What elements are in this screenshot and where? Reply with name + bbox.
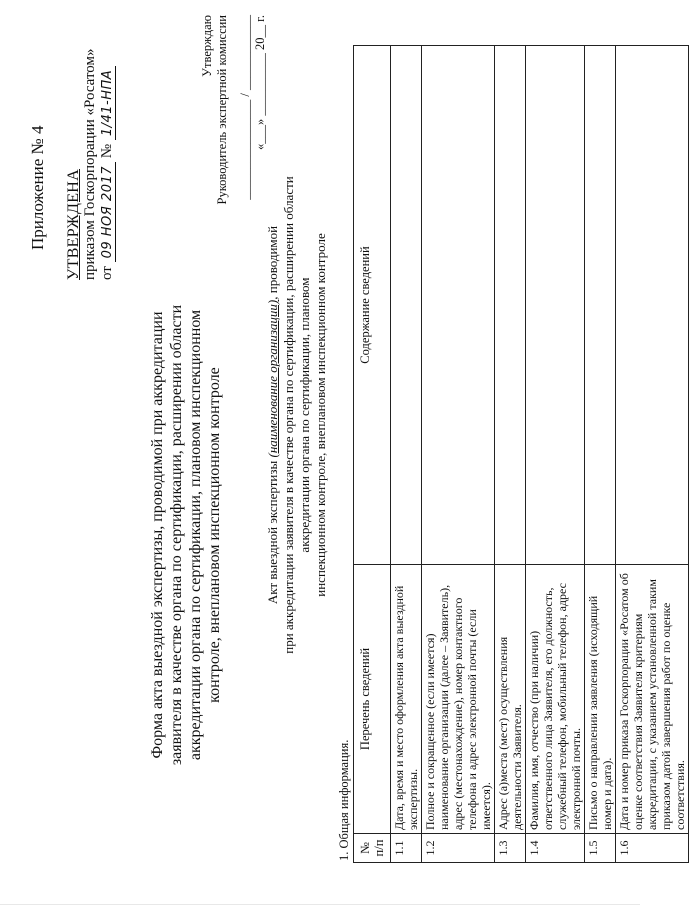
row-num: 1.1 [391, 834, 422, 863]
row-num: 1.6 [616, 834, 689, 863]
table-row [422, 46, 495, 863]
approved-from: от [99, 266, 115, 280]
act-title-line1 [265, 175, 281, 655]
agree-label: Утверждаю [200, 15, 214, 77]
act-title-line3: инспекционном контроле, внеплановом инспекционном контроле [313, 233, 328, 597]
agree-date-line: «___» __________ 20__ г. [253, 15, 267, 150]
signature-line: ________________ / ____________ [238, 15, 252, 200]
approved-number: 1/41-НПА [101, 66, 116, 140]
row-text: Полное и сокращенное (если имеется) наименование организации (далее – Заявитель), адрес (местонахождение), номер контактного телефона и адрес электронной почты (если имеется). [422, 565, 495, 834]
approval-stamp [65, 48, 116, 280]
table-row [495, 46, 526, 863]
row-num: 1.3 [495, 834, 526, 863]
row-text: Дата и номер приказа Госкорпорации «Росатом об оценке соответствия Заявителя критериям аккредитации, с указанием установленной таким приказом датой завершения работ по оценке соответствия. [616, 565, 689, 834]
approval-signature-block [200, 15, 268, 205]
approved-order-line: приказом Госкорпорации «Росатом» [82, 48, 98, 280]
row-num: 1.2 [422, 834, 495, 863]
row-content [495, 46, 526, 565]
row-content [526, 46, 585, 565]
header-num: № п/п [354, 834, 391, 863]
approved-title: УТВЕРЖДЕНА [65, 168, 82, 280]
approved-date: 09 НОЯ 2017 [101, 162, 116, 262]
row-text: Дата, время и место оформления акта выездной экспертизы. [391, 565, 422, 834]
row-content [616, 46, 689, 565]
agree-role: Руководитель экспертной комиссии [215, 15, 229, 205]
appendix-label: Приложение № 4 [28, 125, 47, 250]
row-num: 1.4 [526, 834, 585, 863]
table-header-row [354, 46, 391, 863]
act-title-after: , проводимой [265, 225, 280, 300]
act-org-placeholder: (наименование организации) [265, 299, 280, 458]
document-title: Форма акта выездной экспертизы, проводимой при аккредитации заявителя в качестве органа по сертификации, расширении области аккредитации органа по сертификации, плановом инспекционном контроле, внеплановом инспекционном контроле [149, 304, 223, 766]
table-row [616, 46, 689, 863]
table-row [585, 46, 616, 863]
header-list: Перечень сведений [354, 565, 391, 834]
table-row [391, 46, 422, 863]
header-content: Содержание сведений [354, 46, 391, 565]
act-title-prefix: Акт выездной экспертизы [265, 460, 280, 605]
row-num: 1.5 [585, 834, 616, 863]
approved-date-line [99, 48, 116, 280]
info-table [353, 45, 689, 863]
approved-number-sign: № [99, 143, 115, 159]
row-content [391, 46, 422, 565]
row-content [585, 46, 616, 565]
row-text: Адрес (а)места (мест) осуществления деятельности Заявителя. [495, 565, 526, 834]
row-content [422, 46, 495, 565]
act-title-line2: при аккредитации заявителя в качестве органа по сертификации, расширении области аккредитации органа по сертификации, плановом [281, 176, 312, 654]
act-title [265, 175, 329, 655]
row-text: Письмо о направлении заявления (исходящий номер и дата). [585, 565, 616, 834]
row-text: Фамилия, имя, отчество (при наличии) ответственного лица Заявителя, его должность, служебный телефон, мобильный телефон, адрес электронной почты. [526, 565, 585, 834]
section-heading: 1. Общая информация. [337, 739, 351, 861]
table-row [526, 46, 585, 863]
